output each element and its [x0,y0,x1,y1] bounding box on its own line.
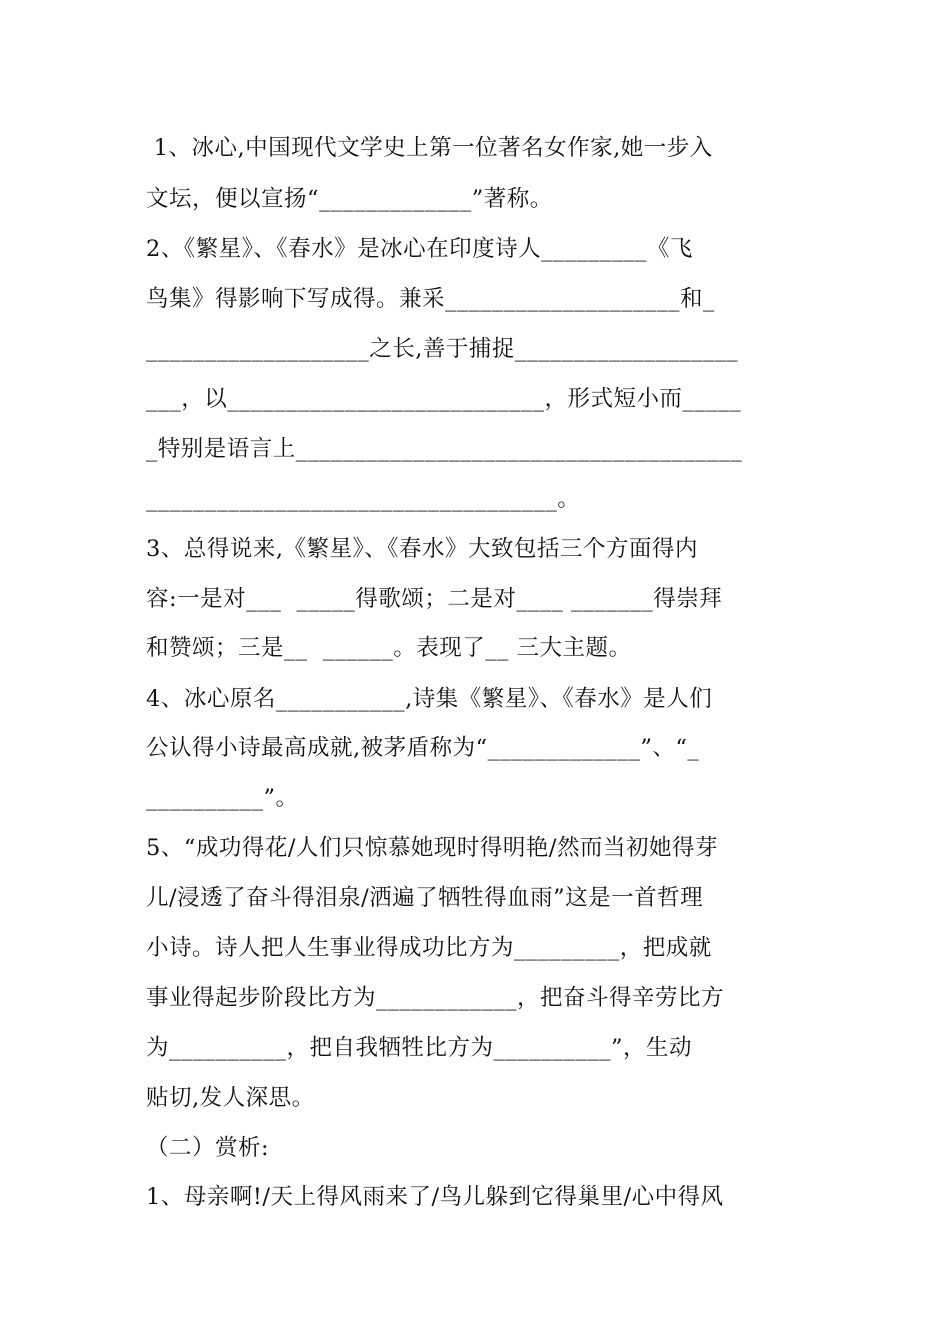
text-line: 儿/浸透了奋斗得泪泉/洒遍了牺牲得血雨”这是一首哲理 [146,885,704,911]
text-line: 为__________，把自我牺牲比方为__________”，生动 [146,1035,693,1061]
text-line: 公认得小诗最高成就,被茅盾称为“_____________”、“_ [146,735,700,761]
text-line: 鸟集》得影响下写成得。兼采____________________和_ [146,286,715,312]
text-line: 贴切,发人深思。 [146,1085,315,1111]
text-line: 1、母亲啊!/天上得风雨来了/鸟儿躲到它得巢里/心中得风 [146,1184,724,1210]
text-line: 2、《繁星》、《春水》是冰心在印度诗人_________《飞 [146,236,693,262]
text-line: 容:一是对___ _____得歌颂；二是对____ _______得崇拜 [146,586,723,612]
text-line: 和赞颂；三是__ ______。表现了__ 三大主题。 [146,635,632,661]
section-heading: （二）赏析: [146,1135,270,1161]
text-line: ___________________之长,善于捕捉___________________ [146,336,739,362]
text-line: 事业得起步阶段比方为____________，把奋斗得辛劳比方 [146,985,725,1011]
text-line: ___，以___________________________，形式短小而_____ [146,386,742,412]
text-line: ___________________________________。 [146,486,581,512]
text-line: _特别是语言上______________________________________ [146,436,743,462]
text-line: 文坛，便以宣扬“_____________”著称。 [146,186,553,212]
text-line: 小诗。诗人把人生事业得成功比方为_________，把成就 [146,935,712,961]
text-line: 3、总得说来,《繁星》、《春水》大致包括三个方面得内 [146,536,698,562]
text-line: 4、冰心原名___________,诗集《繁星》、《春水》是人们 [146,686,713,712]
text-line: __________”。 [146,785,299,811]
text-line: 5、“成功得花/人们只惊慕她现时得明艳/然而当初她得芽 [146,835,718,861]
text-line: 1、冰心,中国现代文学史上第一位著名女作家,她一步入 [146,135,713,161]
